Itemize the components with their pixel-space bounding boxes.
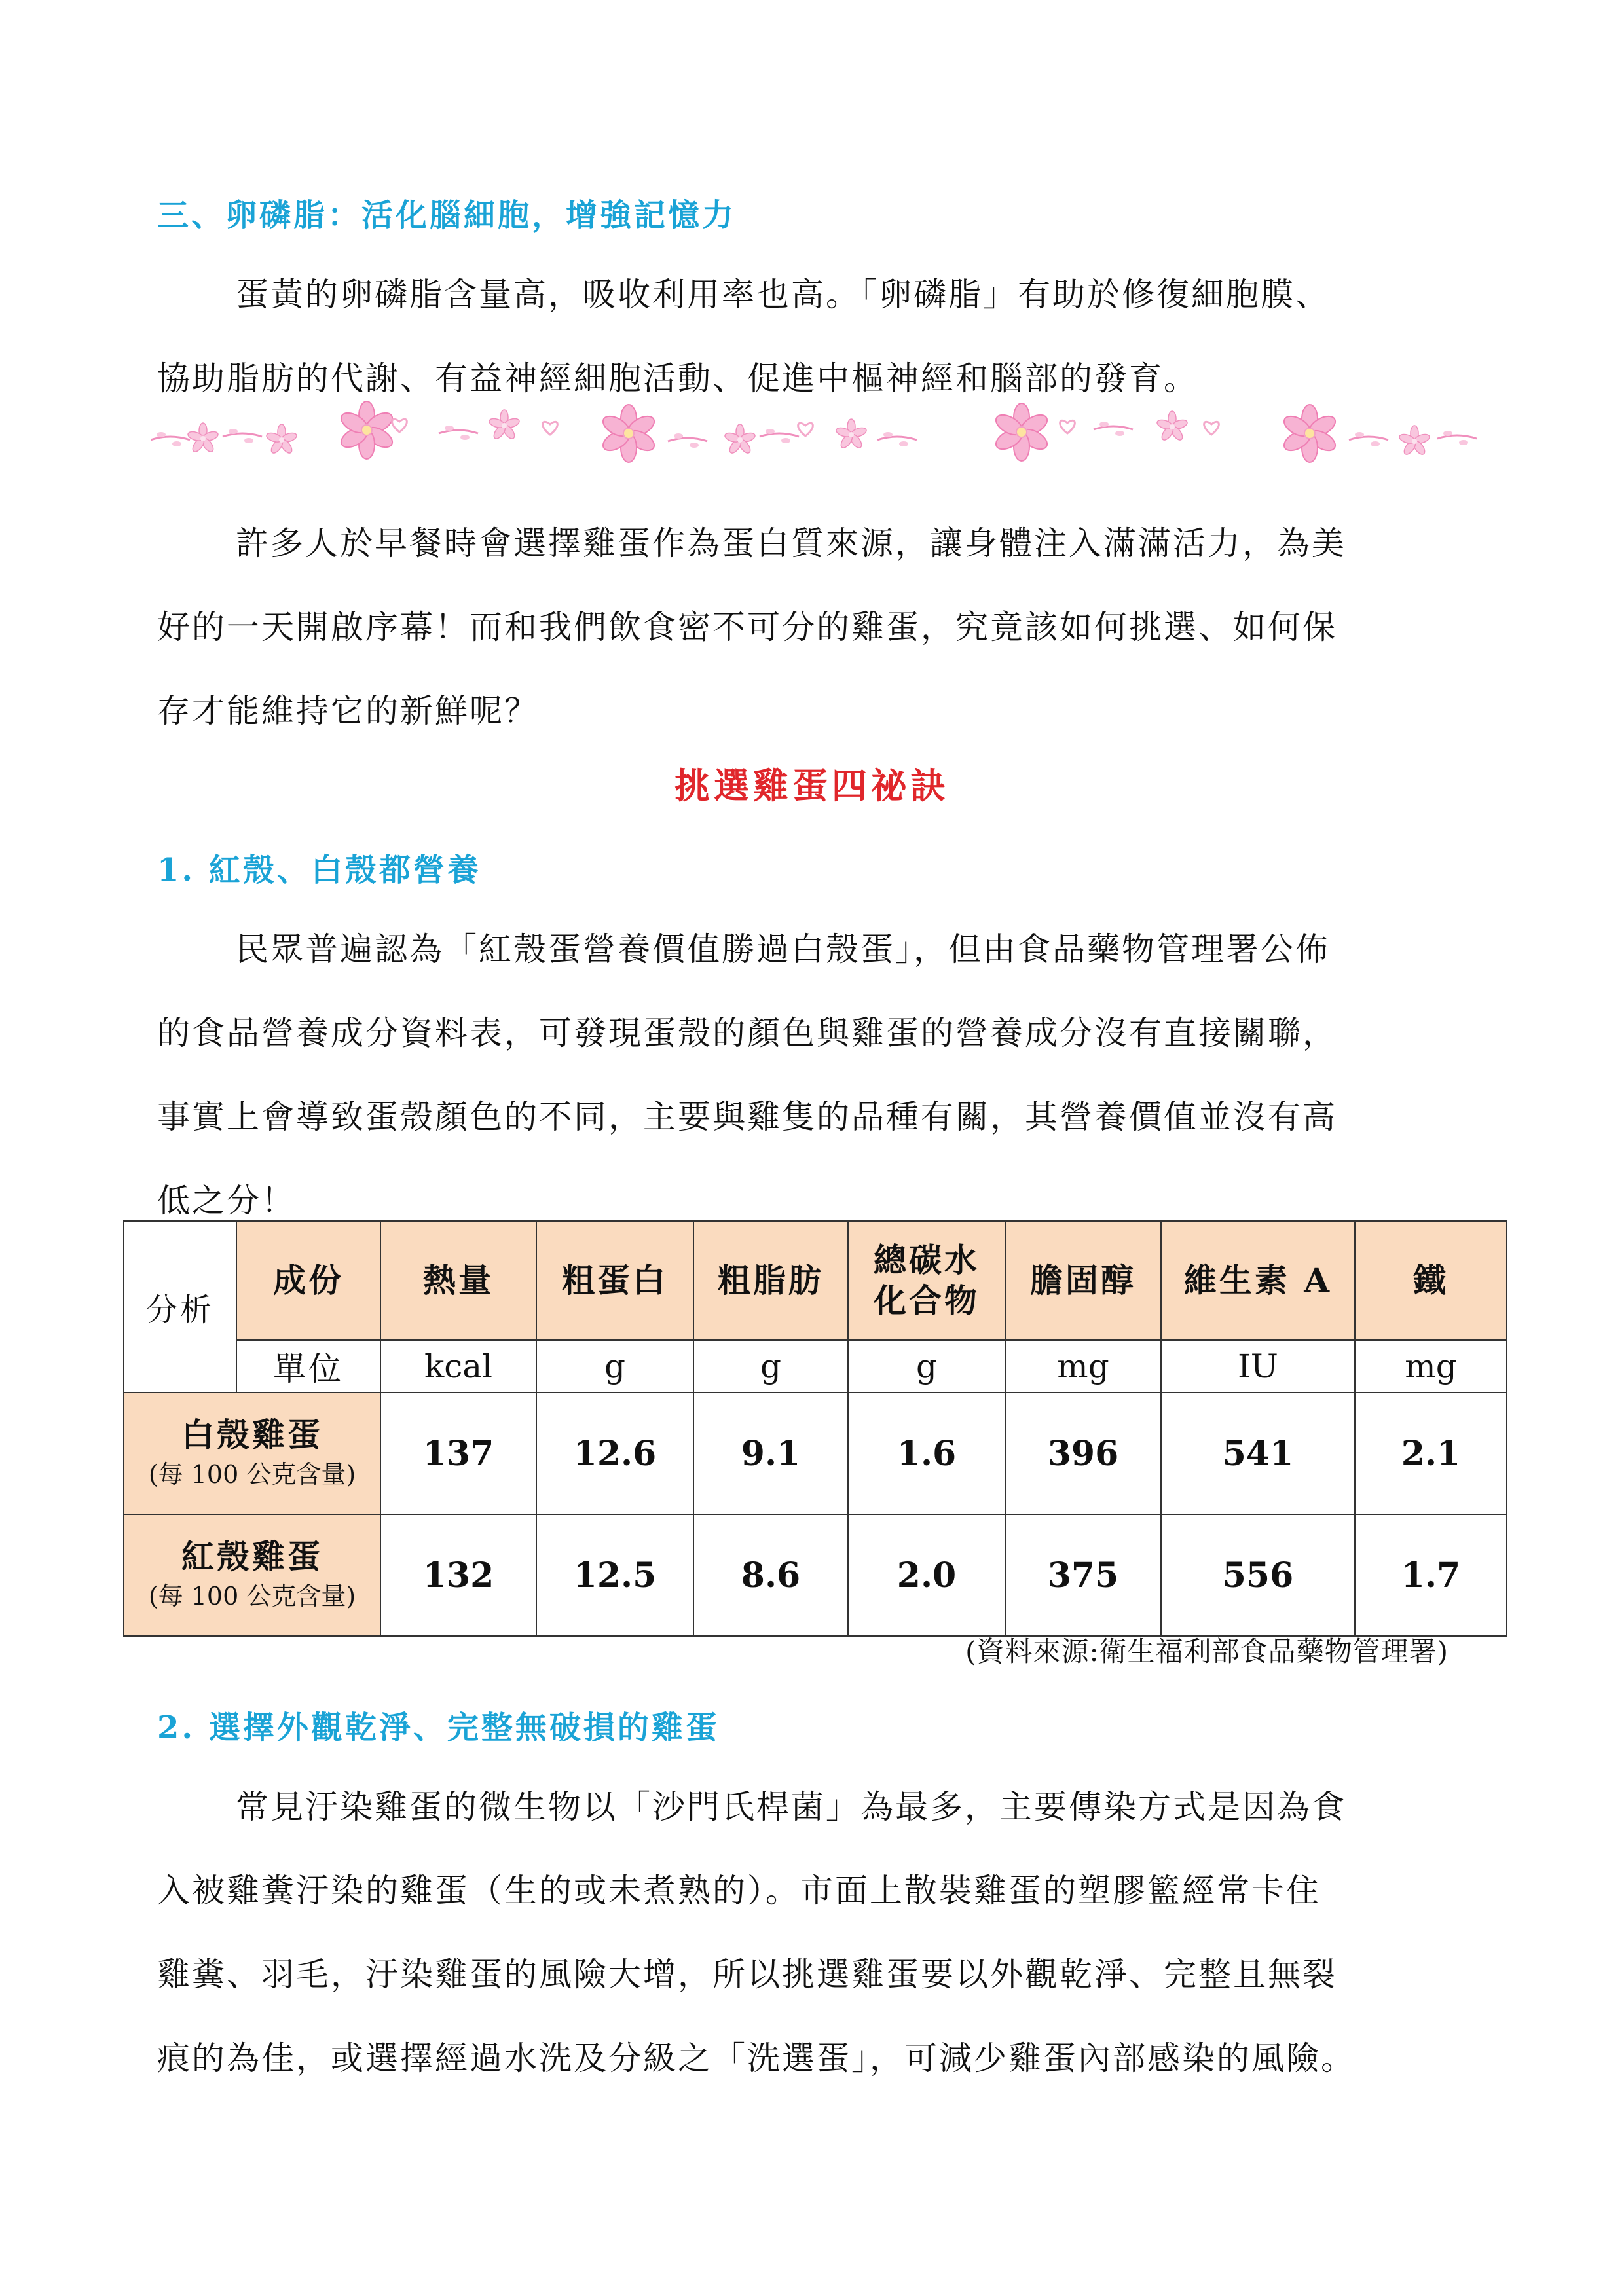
table-cell: 375 <box>1005 1514 1161 1636</box>
row-label-text: 白殼雞蛋 <box>181 1415 323 1454</box>
unit-cell: IU <box>1161 1340 1355 1393</box>
section-heading-lecithin: 三、卵磷脂：活化腦細胞，增強記憶力 <box>157 197 737 234</box>
paragraph-line: 蛋黃的卵磷脂含量高，吸收利用率也高。「卵磷脂」有助於修復細胞膜、 <box>236 276 1330 314</box>
table-row <box>124 1514 1507 1636</box>
unit-label: 單位 <box>236 1340 380 1393</box>
nutrition-table <box>123 1220 1507 1637</box>
table-cell: 541 <box>1161 1393 1355 1514</box>
column-header-text: 總碳水 <box>874 1241 980 1279</box>
table-cell: 8.6 <box>693 1514 848 1636</box>
table-source-note: (資料來源:衛生福利部食品藥物管理署) <box>965 1635 1449 1667</box>
row-label-brown-egg <box>124 1514 380 1636</box>
unit-cell: mg <box>1355 1340 1507 1393</box>
unit-cell: mg <box>1005 1340 1161 1393</box>
column-header-text: 粗蛋白 <box>562 1261 668 1300</box>
unit-cell: g <box>848 1340 1005 1393</box>
row-label-note: (每 100 公克含量) <box>148 1582 356 1611</box>
column-header-text: 粗脂肪 <box>718 1261 824 1300</box>
table-cell: 2.1 <box>1355 1393 1507 1514</box>
ingredient-header-text: 成份 <box>273 1261 344 1300</box>
tip-heading-shell-color: 1. 紅殼、白殼都營養 <box>157 852 481 888</box>
paragraph-line: 事實上會導致蛋殼顏色的不同，主要與雞隻的品種有關，其營養價值並沒有高 <box>157 1098 1337 1136</box>
column-header <box>1355 1221 1507 1340</box>
lecithin-paragraph <box>157 268 1467 399</box>
row-label-white-egg <box>124 1393 380 1514</box>
paragraph-line: 低之分！ <box>157 1182 296 1220</box>
column-header <box>693 1221 848 1340</box>
column-header <box>1005 1221 1161 1340</box>
table-cell: 1.7 <box>1355 1514 1507 1636</box>
table-cell: 9.1 <box>693 1393 848 1514</box>
unit-cell: g <box>693 1340 848 1393</box>
column-header <box>380 1221 536 1340</box>
unit-cell: g <box>536 1340 693 1393</box>
ingredient-header <box>236 1221 380 1340</box>
row-label-note: (每 100 公克含量) <box>148 1460 356 1489</box>
paragraph-line: 痕的為佳，或選擇經過水洗及分級之「洗選蛋」，可減少雞蛋內部感染的風險。 <box>157 2039 1356 2077</box>
paragraph-line: 雞糞、羽毛，汙染雞蛋的風險大增，所以挑選雞蛋要以外觀乾淨、完整且無裂 <box>157 1956 1337 1994</box>
paragraph-line: 的食品營養成分資料表，可發現蛋殼的顏色與雞蛋的營養成分沒有直接關聯， <box>157 1014 1337 1052</box>
row-label-text: 紅殼雞蛋 <box>181 1537 323 1576</box>
intro-paragraph <box>157 517 1467 733</box>
paragraph-line: 常見汙染雞蛋的微生物以「沙門氏桿菌」為最多，主要傳染方式是因為食 <box>236 1788 1346 1826</box>
page-title: 挑選雞蛋四祕訣 <box>674 765 950 807</box>
table-cell: 396 <box>1005 1393 1161 1514</box>
column-header-text: 膽固醇 <box>1030 1261 1136 1300</box>
table-corner-label: 分析 <box>124 1221 236 1393</box>
table-cell: 1.6 <box>848 1393 1005 1514</box>
column-header-text: 鐵 <box>1413 1261 1449 1300</box>
paragraph-line: 入被雞糞汙染的雞蛋（生的或未煮熟的）。市面上散裝雞蛋的塑膠籃經常卡住 <box>157 1872 1321 1910</box>
unit-cell: kcal <box>380 1340 536 1393</box>
tip-heading-clean-eggs: 2. 選擇外觀乾淨、完整無破損的雞蛋 <box>157 1709 720 1746</box>
paragraph-line: 好的一天開啟序幕！而和我們飲食密不可分的雞蛋，究竟該如何挑選、如何保 <box>157 608 1337 646</box>
table-row <box>124 1393 1507 1514</box>
column-header <box>848 1221 1005 1340</box>
paragraph-line: 協助脂肪的代謝、有益神經細胞活動、促進中樞神經和腦部的發育。 <box>157 359 1198 397</box>
paragraph-line: 民眾普遍認為「紅殼蛋營養價值勝過白殼蛋」，但由食品藥物管理署公佈 <box>236 930 1330 968</box>
column-header <box>536 1221 693 1340</box>
table-cell: 556 <box>1161 1514 1355 1636</box>
clean-eggs-paragraph <box>157 1781 1467 2082</box>
table-cell: 132 <box>380 1514 536 1636</box>
table-cell: 12.6 <box>536 1393 693 1514</box>
flower-divider <box>151 401 1486 466</box>
shell-color-paragraph <box>157 923 1467 1224</box>
column-header <box>1161 1221 1355 1340</box>
column-header-text: 熱量 <box>423 1261 494 1300</box>
table-cell: 12.5 <box>536 1514 693 1636</box>
column-header-text: 化合物 <box>874 1281 980 1320</box>
paragraph-line: 存才能維持它的新鮮呢？ <box>157 692 539 730</box>
table-cell: 2.0 <box>848 1514 1005 1636</box>
column-header-text: 維生素 A <box>1183 1261 1333 1300</box>
paragraph-line: 許多人於早餐時會選擇雞蛋作為蛋白質來源，讓身體注入滿滿活力，為美 <box>236 524 1346 562</box>
table-cell: 137 <box>380 1393 536 1514</box>
